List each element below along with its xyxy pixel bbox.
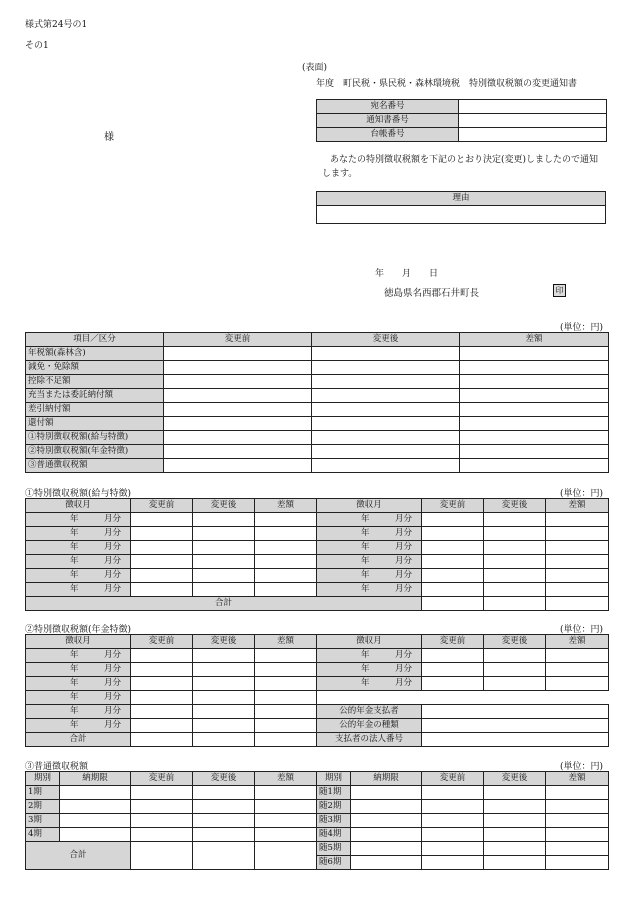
payer-value[interactable] [422, 719, 609, 733]
payer-label: 公的年金支払者 [317, 705, 422, 719]
month-label: 年 月分 [26, 513, 131, 527]
payer-value[interactable] [422, 733, 609, 747]
cell[interactable] [193, 583, 255, 597]
cell[interactable] [60, 800, 131, 814]
pension-header: 変更前 [131, 635, 193, 649]
cell[interactable] [255, 663, 317, 677]
cell[interactable] [255, 583, 317, 597]
month-label: 年 月分 [26, 677, 131, 691]
id-label: 台帳番号 [317, 128, 459, 142]
cell[interactable] [131, 733, 193, 747]
cell[interactable] [193, 555, 255, 569]
cell[interactable] [255, 541, 317, 555]
summary-row-label: 控除不足額 [26, 375, 164, 389]
cell[interactable] [193, 705, 255, 719]
unit-label: (単位：円) [560, 762, 604, 772]
pension-title: ②特別徴収税額(年金特徴) [25, 625, 132, 635]
cell[interactable] [131, 527, 193, 541]
cell[interactable] [164, 445, 312, 459]
ordinary-header: 納期限 [351, 772, 422, 786]
pension-header: 変更前 [422, 635, 484, 649]
total-label: 合計 [26, 597, 422, 611]
cell[interactable] [60, 814, 131, 828]
cell[interactable] [255, 569, 317, 583]
form-title: 年度 町民税・県民税・森林環境税 特別徴収税額の変更通知書 [316, 79, 578, 89]
month-label: 年 月分 [26, 541, 131, 555]
ordinary-title: ③普通徴収税額 [25, 762, 89, 772]
cell[interactable] [131, 663, 193, 677]
total-label: 合計 [26, 842, 131, 870]
cell[interactable] [422, 555, 484, 569]
summary-header: 差額 [460, 333, 609, 347]
period-label: 随3期 [317, 814, 351, 828]
cell[interactable] [484, 541, 546, 555]
id-label: 宛名番号 [317, 100, 459, 114]
cell[interactable] [422, 583, 484, 597]
cell[interactable] [193, 513, 255, 527]
cell[interactable] [484, 513, 546, 527]
cell[interactable] [546, 814, 609, 828]
payer-value[interactable] [422, 705, 609, 719]
summary-row-label: ②特別徴収税額(年金特徴) [26, 445, 164, 459]
cell[interactable] [422, 569, 484, 583]
cell[interactable] [546, 583, 609, 597]
cell[interactable] [255, 719, 317, 733]
summary-row-label: ①特別徴収税額(給与特徴) [26, 431, 164, 445]
cell[interactable] [193, 719, 255, 733]
period-label: 随4期 [317, 828, 351, 842]
month-label: 年 月分 [317, 569, 422, 583]
period-label: 4期 [26, 828, 60, 842]
cell[interactable] [193, 786, 255, 800]
cell[interactable] [131, 814, 193, 828]
month-label: 年 月分 [26, 719, 131, 733]
cell[interactable] [312, 445, 460, 459]
cell[interactable] [193, 691, 255, 705]
ordinary-header: 変更前 [422, 772, 484, 786]
reason-value[interactable] [317, 206, 606, 224]
month-label: 年 月分 [317, 663, 422, 677]
period-label: 随5期 [317, 842, 351, 856]
cell[interactable] [193, 663, 255, 677]
cell[interactable] [484, 583, 546, 597]
month-label: 年 月分 [26, 705, 131, 719]
cell[interactable] [422, 786, 484, 800]
cell[interactable] [193, 649, 255, 663]
cell[interactable] [193, 800, 255, 814]
salary-title: ①特別徴収税額(給与特徴) [25, 489, 132, 499]
cell[interactable] [422, 842, 484, 856]
cell[interactable] [164, 459, 312, 473]
cell[interactable] [546, 842, 609, 856]
cell[interactable] [255, 691, 317, 705]
form-number: 様式第24号の1 [25, 20, 88, 30]
form-part: その1 [25, 41, 49, 51]
month-label: 年 月分 [26, 527, 131, 541]
cell[interactable] [422, 677, 484, 691]
period-label: 3期 [26, 814, 60, 828]
salary-header: 変更後 [484, 499, 546, 513]
cell[interactable] [351, 786, 422, 800]
month-label: 年 月分 [26, 569, 131, 583]
unit-label: (単位：円) [560, 625, 604, 635]
cell[interactable] [422, 663, 484, 677]
cell[interactable] [255, 800, 317, 814]
side-label: (表面) [302, 63, 328, 73]
cell[interactable] [546, 569, 609, 583]
cell[interactable] [164, 347, 312, 361]
cell[interactable] [546, 677, 609, 691]
period-label: 随2期 [317, 800, 351, 814]
payer-label: 公的年金の種類 [317, 719, 422, 733]
summary-row-label: 年税額(森林含) [26, 347, 164, 361]
month-label: 年 月分 [317, 541, 422, 555]
ordinary-table [25, 771, 609, 870]
cell[interactable] [312, 431, 460, 445]
seal-mark: 印 [553, 284, 566, 297]
cell[interactable] [131, 719, 193, 733]
cell[interactable] [193, 677, 255, 691]
month-label: 年 月分 [26, 649, 131, 663]
cell[interactable] [460, 445, 609, 459]
cell[interactable] [484, 555, 546, 569]
id-value[interactable] [459, 100, 607, 114]
cell[interactable] [546, 786, 609, 800]
period-label: 1期 [26, 786, 60, 800]
month-label: 年 月分 [317, 513, 422, 527]
payer-label: 支払者の法人番号 [317, 733, 422, 747]
period-label: 2期 [26, 800, 60, 814]
cell[interactable] [351, 800, 422, 814]
cell[interactable] [422, 597, 484, 611]
issuer: 徳島県名西郡石井町長 [384, 288, 480, 299]
id-value[interactable] [459, 128, 607, 142]
cell[interactable] [164, 403, 312, 417]
cell[interactable] [131, 541, 193, 555]
ordinary-header: 差額 [255, 772, 317, 786]
reason-table [316, 191, 606, 224]
cell[interactable] [312, 403, 460, 417]
cell[interactable] [131, 649, 193, 663]
month-label: 年 月分 [317, 555, 422, 569]
cell[interactable] [131, 555, 193, 569]
pension-header: 徴収月 [26, 635, 131, 649]
unit-label: (単位：円) [560, 489, 604, 499]
cell[interactable] [460, 389, 609, 403]
summary-row-label: 差引納付額 [26, 403, 164, 417]
ordinary-header: 納期限 [60, 772, 131, 786]
cell[interactable] [546, 513, 609, 527]
month-label: 年 月分 [317, 677, 422, 691]
reason-header: 理由 [317, 192, 606, 206]
unit-label: (単位：円) [560, 323, 604, 333]
cell[interactable] [312, 459, 460, 473]
cell[interactable] [255, 513, 317, 527]
pension-table [25, 634, 609, 747]
summary-table [25, 332, 609, 473]
month-label: 年 月分 [26, 583, 131, 597]
cell[interactable] [255, 527, 317, 541]
cell[interactable] [312, 347, 460, 361]
cell[interactable] [546, 597, 609, 611]
summary-row-label: ③普通徴収税額 [26, 459, 164, 473]
period-label: 随1期 [317, 786, 351, 800]
total-label: 合計 [26, 733, 131, 747]
cell[interactable] [460, 375, 609, 389]
summary-header: 変更後 [312, 333, 460, 347]
cell[interactable] [193, 527, 255, 541]
summary-header: 項目／区分 [26, 333, 164, 347]
cell[interactable] [60, 786, 131, 800]
cell[interactable] [460, 403, 609, 417]
cell[interactable] [546, 649, 609, 663]
ordinary-header: 変更前 [131, 772, 193, 786]
cell[interactable] [351, 828, 422, 842]
ordinary-header: 期別 [26, 772, 60, 786]
blank-area [317, 691, 609, 705]
cell[interactable] [484, 597, 546, 611]
cell[interactable] [131, 800, 193, 814]
cell[interactable] [164, 431, 312, 445]
cell[interactable] [546, 555, 609, 569]
salary-header: 変更前 [422, 499, 484, 513]
cell[interactable] [193, 569, 255, 583]
month-label: 年 月分 [317, 649, 422, 663]
period-label: 随6期 [317, 856, 351, 870]
cell[interactable] [422, 800, 484, 814]
cell[interactable] [484, 786, 546, 800]
honorific: 様 [104, 132, 114, 143]
cell[interactable] [422, 649, 484, 663]
pension-header: 差額 [546, 635, 609, 649]
cell[interactable] [422, 856, 484, 870]
cell[interactable] [164, 417, 312, 431]
cell[interactable] [255, 705, 317, 719]
cell[interactable] [164, 375, 312, 389]
cell[interactable] [131, 691, 193, 705]
cell[interactable] [484, 800, 546, 814]
cell[interactable] [131, 677, 193, 691]
salary-header: 変更後 [193, 499, 255, 513]
cell[interactable] [255, 677, 317, 691]
cell[interactable] [460, 361, 609, 375]
cell[interactable] [193, 733, 255, 747]
pension-header: 徴収月 [317, 635, 422, 649]
cell[interactable] [422, 828, 484, 842]
cell[interactable] [131, 569, 193, 583]
cell[interactable] [422, 541, 484, 555]
date-line: 年 月 日 [375, 269, 439, 279]
cell[interactable] [351, 814, 422, 828]
ordinary-header: 変更後 [193, 772, 255, 786]
cell[interactable] [255, 555, 317, 569]
cell[interactable] [131, 842, 193, 870]
notice-text: あなたの特別徴収税額を下記のとおり決定(変更)しましたので通知します。 [322, 155, 599, 179]
cell[interactable] [546, 663, 609, 677]
cell[interactable] [193, 828, 255, 842]
cell[interactable] [255, 828, 317, 842]
pension-header: 変更後 [193, 635, 255, 649]
cell[interactable] [460, 431, 609, 445]
cell[interactable] [60, 828, 131, 842]
cell[interactable] [460, 347, 609, 361]
cell[interactable] [484, 828, 546, 842]
cell[interactable] [312, 361, 460, 375]
summary-row-label: 減免・免除額 [26, 361, 164, 375]
summary-row-label: 充当または委託納付額 [26, 389, 164, 403]
month-label: 年 月分 [26, 555, 131, 569]
id-table [316, 99, 607, 142]
salary-header: 変更前 [131, 499, 193, 513]
cell[interactable] [484, 842, 546, 856]
id-value[interactable] [459, 114, 607, 128]
month-label: 年 月分 [317, 527, 422, 541]
month-label: 年 月分 [26, 663, 131, 677]
summary-row-label: 還付額 [26, 417, 164, 431]
cell[interactable] [164, 389, 312, 403]
cell[interactable] [546, 527, 609, 541]
cell[interactable] [351, 842, 422, 856]
salary-header: 徴収月 [26, 499, 131, 513]
cell[interactable] [312, 389, 460, 403]
cell[interactable] [131, 583, 193, 597]
cell[interactable] [351, 856, 422, 870]
cell[interactable] [193, 541, 255, 555]
cell[interactable] [422, 527, 484, 541]
cell[interactable] [131, 786, 193, 800]
cell[interactable] [255, 814, 317, 828]
salary-header: 徴収月 [317, 499, 422, 513]
cell[interactable] [546, 828, 609, 842]
summary-header: 変更前 [164, 333, 312, 347]
cell[interactable] [546, 541, 609, 555]
salary-header: 差額 [255, 499, 317, 513]
cell[interactable] [131, 513, 193, 527]
cell[interactable] [131, 705, 193, 719]
cell[interactable] [546, 856, 609, 870]
month-label: 年 月分 [317, 583, 422, 597]
cell[interactable] [193, 814, 255, 828]
cell[interactable] [484, 677, 546, 691]
id-label: 通知書番号 [317, 114, 459, 128]
cell[interactable] [422, 513, 484, 527]
ordinary-header: 期別 [317, 772, 351, 786]
ordinary-header: 差額 [546, 772, 609, 786]
cell[interactable] [193, 842, 255, 870]
cell[interactable] [131, 828, 193, 842]
cell[interactable] [312, 417, 460, 431]
month-label: 年 月分 [26, 691, 131, 705]
cell[interactable] [255, 842, 317, 870]
cell[interactable] [484, 663, 546, 677]
pension-header: 変更後 [484, 635, 546, 649]
cell[interactable] [255, 649, 317, 663]
ordinary-header: 変更後 [484, 772, 546, 786]
cell[interactable] [546, 800, 609, 814]
cell[interactable] [460, 459, 609, 473]
cell[interactable] [312, 375, 460, 389]
cell[interactable] [422, 814, 484, 828]
cell[interactable] [255, 733, 317, 747]
cell[interactable] [484, 814, 546, 828]
cell[interactable] [255, 786, 317, 800]
cell[interactable] [484, 649, 546, 663]
salary-table [25, 498, 609, 611]
cell[interactable] [484, 569, 546, 583]
cell[interactable] [164, 361, 312, 375]
salary-header: 差額 [546, 499, 609, 513]
cell[interactable] [484, 527, 546, 541]
pension-header: 差額 [255, 635, 317, 649]
cell[interactable] [484, 856, 546, 870]
cell[interactable] [460, 417, 609, 431]
